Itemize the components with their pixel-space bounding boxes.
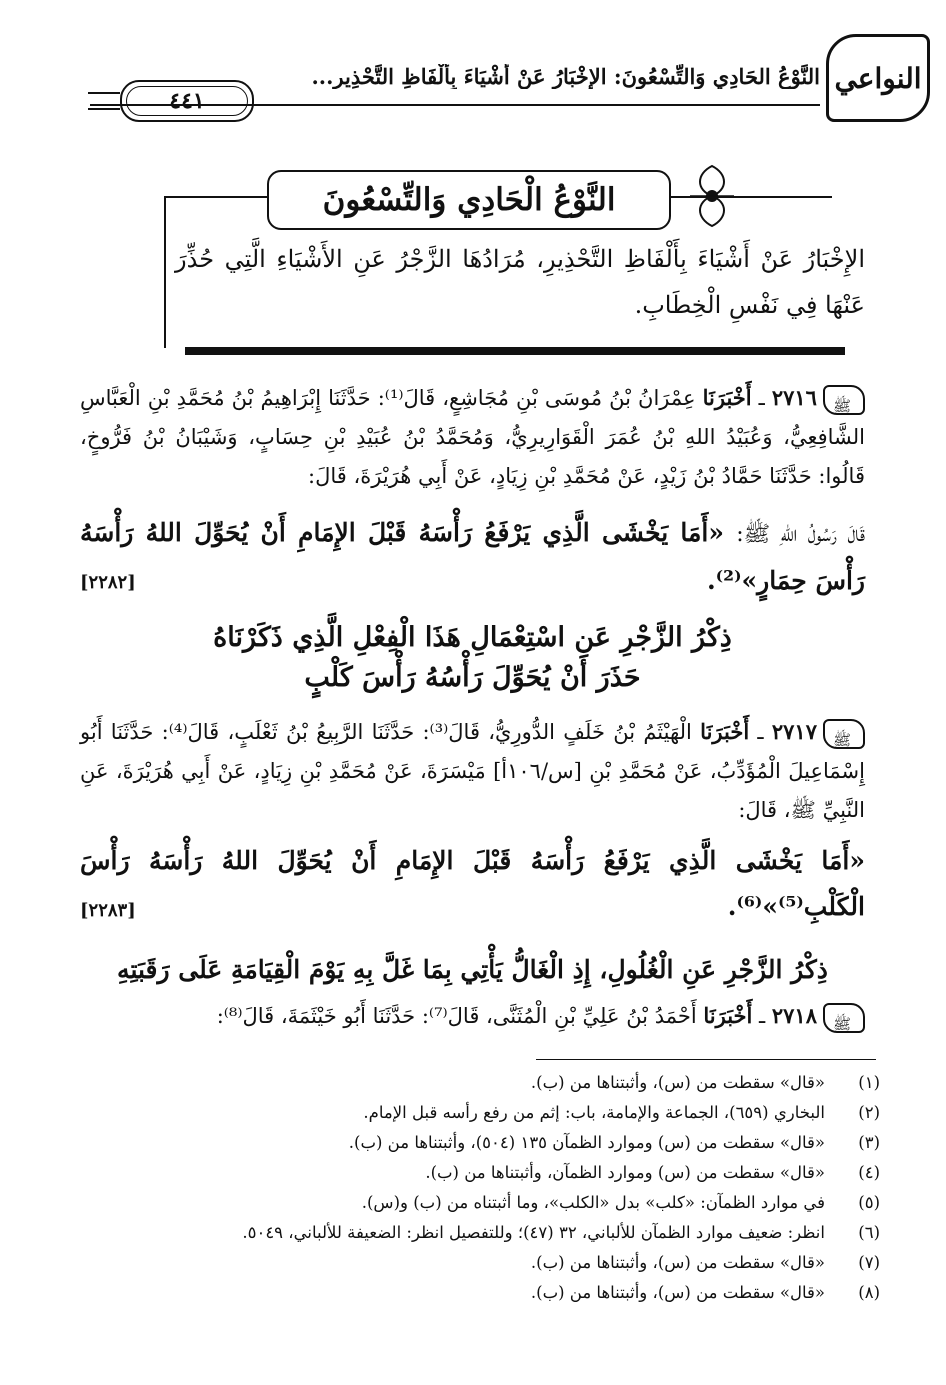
footnote-text: «قال» سقطت من (س)، وأثبتناها من (ب). [530,1073,825,1092]
section-heading-1 [80,618,865,698]
footnote-item [120,1278,880,1308]
running-header [30,20,930,120]
akhbarana-label: أَخْبَرَنَا [702,385,752,410]
hadith-marker-icon [823,1003,865,1033]
footnote-number: (٨) [858,1283,880,1302]
footnote-item [120,1068,880,1098]
footnote-text: انظر: ضعيف موارد الظمآن للألباني، ٣٢ (٤٧)؛ وللتفصيل انظر: الضعيفة للألباني، ٥٠٤٩. [242,1223,825,1242]
hadith-2718-isnad: ﷺ٢٧١٨ ـ أَخْبَرَنَا أَحْمَدُ بْنُ عَلِيِّ بْنِ الْمُثَنَّى، قَالَ⁽⁷⁾: حَدَّثَنَا أَبُو خَيْثَمَةَ، قَالَ⁽⁸⁾: [80,996,865,1036]
hadith-number: ٢٧١٧ [771,719,817,744]
hadith-number: ٢٧١٦ [771,385,817,410]
section-heading-1-line2: حَذَرَ أَنْ يُحَوِّلَ رَأْسُهُ رَأْسَ كَلْبٍ [304,662,641,693]
footnote-item [120,1248,880,1278]
footnote-text: «قال» سقطت من (س)، وأثبتناها من (ب). [530,1283,825,1302]
hadith-2716-matn [80,510,865,604]
header-rule [90,104,820,106]
isnad-text: الْهَيْثَمُ بْنُ خَلَفٍ الدُّورِيُّ، قَالَ⁽³⁾: حَدَّثَنَا الرَّبِيعُ بْنُ ثَعْلَبٍ، قَالَ⁽⁴⁾: حَدَّثَنَا أَبُو إِسْمَاعِيلَ الْمُؤَدِّبُ، عَنْ مُحَمَّدِ بْنِ [س/١٠٦أ] مَيْسَرَةَ، عَنْ مُحَمَّدِ بْنِ زِيَادٍ، عَنْ أَبِي هُرَيْرَةَ، عَنِ النَّبِيِّ ﷺ، قَالَ: [80,720,865,822]
footnote-text: البخاري (٦٥٩)، الجماعة والإمامة، باب: إثم من رفع رأسه قبل الإمام. [363,1103,825,1122]
footnote-text: «قال» سقطت من (س) وموارد الظمآن، وأثبتناها من (ب). [425,1163,825,1182]
isnad-text: أَحْمَدُ بْنُ عَلِيِّ بْنِ الْمُثَنَّى، قَالَ⁽⁷⁾: حَدَّثَنَا أَبُو خَيْثَمَةَ، قَالَ⁽⁸⁾: [216,1004,697,1028]
hadith-2717-matn: «أَمَا يَخْشَى الَّذِي يَرْفَعُ رَأْسَهُ قَبْلَ الإِمَامِ أَنْ يُحَوِّلَ اللهُ رَأْسَهُ رَأْسَ الْكَلْبِ⁽⁵⁾»⁽⁶⁾. [80,846,865,921]
footnote-item [120,1188,880,1218]
footnote-number: (٧) [858,1253,880,1272]
section-heading-2: ذِكْرُ الزَّجْرِ عَنِ الْغُلُولِ، إِذِ الْغَالُّ يَأْتِي بِمَا غَلَّ بِهِ يَوْمَ الْقِيَامَةِ عَلَى رَقَبَتِهِ [117,955,828,984]
chapter-intro: الإِخْبَارُ عَنْ أَشْيَاءَ بِأَلْفَاظِ التَّحْذِيرِ، مُرَادُهَا الزَّجْرُ عَنِ الأَشْيَاءِ الَّتِي حُذِّرَ عَنْهَا فِي نَفْسِ الْخِطَابِ. [175,245,865,319]
footnote-item [120,1218,880,1248]
footnote-text: «قال» سقطت من (س)، وأثبتناها من (ب). [530,1253,825,1272]
footnote-number: (٢) [858,1103,880,1122]
footnote-item [120,1158,880,1188]
akhbarana-label: أَخْبَرَنَا [700,719,750,744]
chapter-title: النَّوْعُ الْحَادِي وَالتِّسْعُونَ [267,170,671,230]
header-ornament-lines [88,92,120,110]
footnotes [120,1068,880,1308]
matn-text: «أَمَا يَخْشَى الَّذِي يَرْفَعُ رَأْسَهُ قَبْلَ الإِمَامِ أَنْ يُحَوِّلَ اللهُ رَأْسَهُ رَأْسَ حِمَارٍ»⁽²⁾. [80,518,865,595]
footnote-rule [536,1059,876,1060]
footnote-number: (٣) [858,1133,880,1152]
hadith-2716-isnad: ﷺ٢٧١٦ ـ أَخْبَرَنَا عِمْرَانُ بْنُ مُوسَى بْنِ مُجَاشِعٍ، قَالَ⁽¹⁾: حَدَّثَنَا إِبْرَاهِيمُ بْنُ مُحَمَّدِ بْنِ الْعَبَّاسِ الشَّافِعِيُّ، وَعُبَيْدُ اللهِ بْنُ عُمَرَ الْقَوَارِيرِيُّ، وَمُحَمَّدُ بْنُ عُبَيْدِ بْنِ حِسَابٍ، وَشَيْبَانُ بْنُ فَرُّوخٍ، قَالُوا: حَدَّثَنَا حَمَّادُ بْنُ زَيْدٍ، عَنْ مُحَمَّدِ بْنِ زِيَادٍ، عَنْ أَبِي هُرَيْرَةَ، قَالَ: [80,378,865,496]
footnote-item [120,1098,880,1128]
footnote-item [120,1128,880,1158]
chapter-divider [185,347,845,355]
running-title: النَّوْعُ الحَادِي وَالتِّسْعُونَ: الإخْبَارُ عَنْ أَشْيَاءَ بِأَلْفَاظِ التَّحْذِيرِ... [311,64,820,89]
hadith-number: ٢٧١٨ [771,1003,817,1028]
hadith-marker-icon [823,385,865,415]
corner-logo: النواعي [826,34,930,122]
isnad-text: عِمْرَانُ بْنُ مُوسَى بْنِ مُجَاشِعٍ، قَالَ⁽¹⁾: حَدَّثَنَا إِبْرَاهِيمُ بْنُ مُحَمَّدِ بْنِ الْعَبَّاسِ الشَّافِعِيُّ، وَعُبَيْدُ اللهِ بْنُ عُمَرَ الْقَوَارِيرِيُّ، وَمُحَمَّدُ بْنُ عُبَيْدِ بْنِ حِسَابٍ، وَشَيْبَانُ بْنُ فَرُّوخٍ، قَالُوا: حَدَّثَنَا حَمَّادُ بْنُ زَيْدٍ، عَنْ مُحَمَّدِ بْنِ زِيَادٍ، عَنْ أَبِي هُرَيْرَةَ، قَالَ: [80,386,865,488]
footnote-number: (٦) [858,1223,880,1242]
hadith-marker-icon [823,719,865,749]
footnote-number: (١) [858,1073,880,1092]
floral-ornament-icon [682,160,742,232]
footnote-text: في موارد الظمآن: «كلب» بدل «الكلب»، وما أثبتناه من (ب) و(س). [361,1193,825,1212]
footnote-text: «قال» سقطت من (س) وموارد الظمآن ١٣٥ (٥٠٤)، وأثبتناها من (ب). [348,1133,825,1152]
page-number: ٤٤١ [120,80,254,122]
hadith-2716-ref: [٢٢٨٢] [80,572,136,593]
hadith-2717-isnad: ﷺ٢٧١٧ ـ أَخْبَرَنَا الْهَيْثَمُ بْنُ خَلَفٍ الدُّورِيُّ، قَالَ⁽³⁾: حَدَّثَنَا الرَّبِيعُ بْنُ ثَعْلَبٍ، قَالَ⁽⁴⁾: حَدَّثَنَا أَبُو إِسْمَاعِيلَ الْمُؤَدِّبُ، عَنْ مُحَمَّدِ بْنِ [س/١٠٦أ] مَيْسَرَةَ، عَنْ مُحَمَّدِ بْنِ زِيَادٍ، عَنْ أَبِي هُرَيْرَةَ، عَنِ النَّبِيِّ ﷺ، قَالَ: [80,712,865,830]
akhbarana-label: أَخْبَرَنَا [703,1003,753,1028]
footnote-number: (٥) [858,1193,880,1212]
hadith-2717-ref: [٢٢٨٣] [80,900,136,921]
matn-intro: قَالَ رَسُولُ اللهِ ﷺ: [736,522,865,547]
section-heading-1-line1: ذِكْرُ الزَّجْرِ عَنِ اسْتِعْمَالِ هَذَا الْفِعْلِ الَّذِي ذَكَرْنَاهُ [213,622,732,653]
footnote-number: (٤) [858,1163,880,1182]
